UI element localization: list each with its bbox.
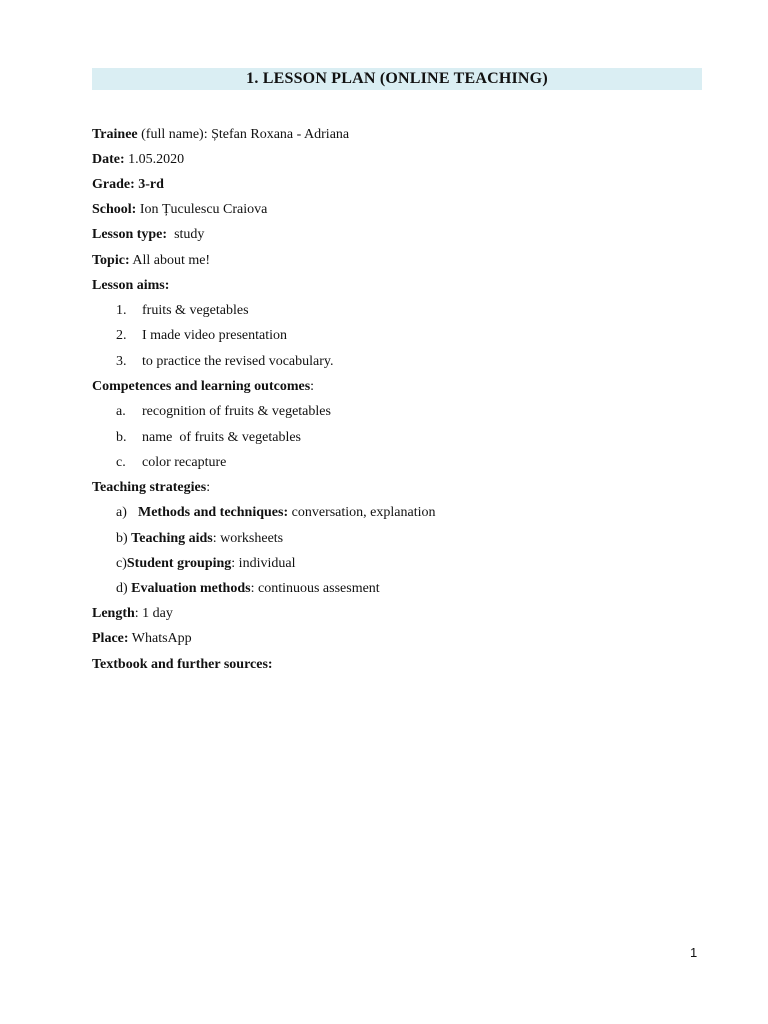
list-item-text: recognition of fruits & vegetables	[142, 404, 331, 419]
school-value: Ion Țuculescu Craiova	[136, 202, 268, 217]
place-label: Place:	[92, 631, 129, 646]
length-value: : 1 day	[134, 606, 173, 621]
competences-line	[92, 378, 314, 396]
list-item-text: : continuous assesment	[250, 581, 380, 596]
topic-value: All about me!	[129, 253, 211, 268]
school-line	[92, 201, 267, 219]
textbook-line	[92, 656, 273, 674]
list-item-text: name of fruits & vegetables	[142, 430, 302, 445]
grade-label: Grade: 3-rd	[92, 177, 164, 192]
lesson-type-value: study	[167, 227, 205, 242]
list-item	[116, 353, 334, 371]
length-label: Length	[92, 606, 135, 621]
list-item	[116, 454, 226, 472]
list-item-label: Student grouping	[126, 556, 232, 571]
list-item	[116, 530, 283, 548]
list-item-text: : individual	[231, 556, 296, 571]
lesson-aims-label: Lesson aims:	[92, 278, 170, 293]
list-item-label: Evaluation methods	[131, 581, 251, 596]
trainee-line	[92, 126, 349, 144]
school-label: School:	[92, 202, 137, 217]
trainee-label: Trainee	[92, 127, 138, 142]
list-marker: 2.	[116, 328, 127, 343]
teaching-strategies-colon: :	[206, 480, 211, 495]
lesson-aims-line	[92, 277, 169, 295]
list-marker: 3.	[116, 354, 127, 369]
teaching-strategies-label: Teaching strategies	[92, 480, 207, 495]
list-marker: a)	[116, 505, 127, 520]
textbook-label: Textbook and further sources:	[92, 657, 273, 672]
list-item-text: fruits & vegetables	[142, 303, 249, 318]
topic-label: Topic:	[92, 253, 130, 268]
list-marker: b)	[116, 531, 132, 546]
list-marker: c.	[116, 455, 126, 470]
competences-label: Competences and learning outcomes	[92, 379, 311, 394]
list-item-text: to practice the revised vocabulary.	[142, 354, 334, 369]
place-value: WhatsApp	[128, 631, 192, 646]
competences-colon: :	[310, 379, 315, 394]
list-item	[116, 429, 301, 447]
list-marker: 1.	[116, 303, 127, 318]
list-marker: b.	[116, 430, 127, 445]
date-label: Date:	[92, 152, 125, 167]
list-item	[116, 327, 287, 345]
trainee-sublabel: (full name):	[137, 127, 212, 142]
grade-line	[92, 176, 164, 194]
list-item	[116, 302, 249, 320]
list-item	[116, 403, 331, 421]
list-marker: d)	[116, 581, 132, 596]
list-item-text: I made video presentation	[142, 328, 288, 343]
list-item-text: : worksheets	[212, 531, 284, 546]
list-item	[116, 504, 435, 522]
list-item-text: color recapture	[142, 455, 227, 470]
list-marker: a.	[116, 404, 126, 419]
date-line	[92, 151, 184, 169]
lesson-type-line	[92, 226, 204, 244]
list-item-label: Teaching aids	[131, 531, 213, 546]
list-marker: c)	[116, 556, 127, 571]
topic-line	[92, 252, 210, 270]
lesson-type-label: Lesson type:	[92, 227, 168, 242]
list-item-text: conversation, explanation	[288, 505, 436, 520]
page-title: 1. LESSON PLAN (ONLINE TEACHING)	[92, 68, 702, 90]
length-line	[92, 605, 173, 623]
page-number: 1	[690, 945, 698, 960]
list-item-label: Methods and techniques:	[138, 505, 289, 520]
place-line	[92, 630, 192, 648]
teaching-strategies-line	[92, 479, 210, 497]
list-item	[116, 555, 295, 573]
trainee-value: Ștefan Roxana - Adriana	[211, 127, 350, 142]
date-value: 1.05.2020	[124, 152, 185, 167]
list-item	[116, 580, 380, 598]
